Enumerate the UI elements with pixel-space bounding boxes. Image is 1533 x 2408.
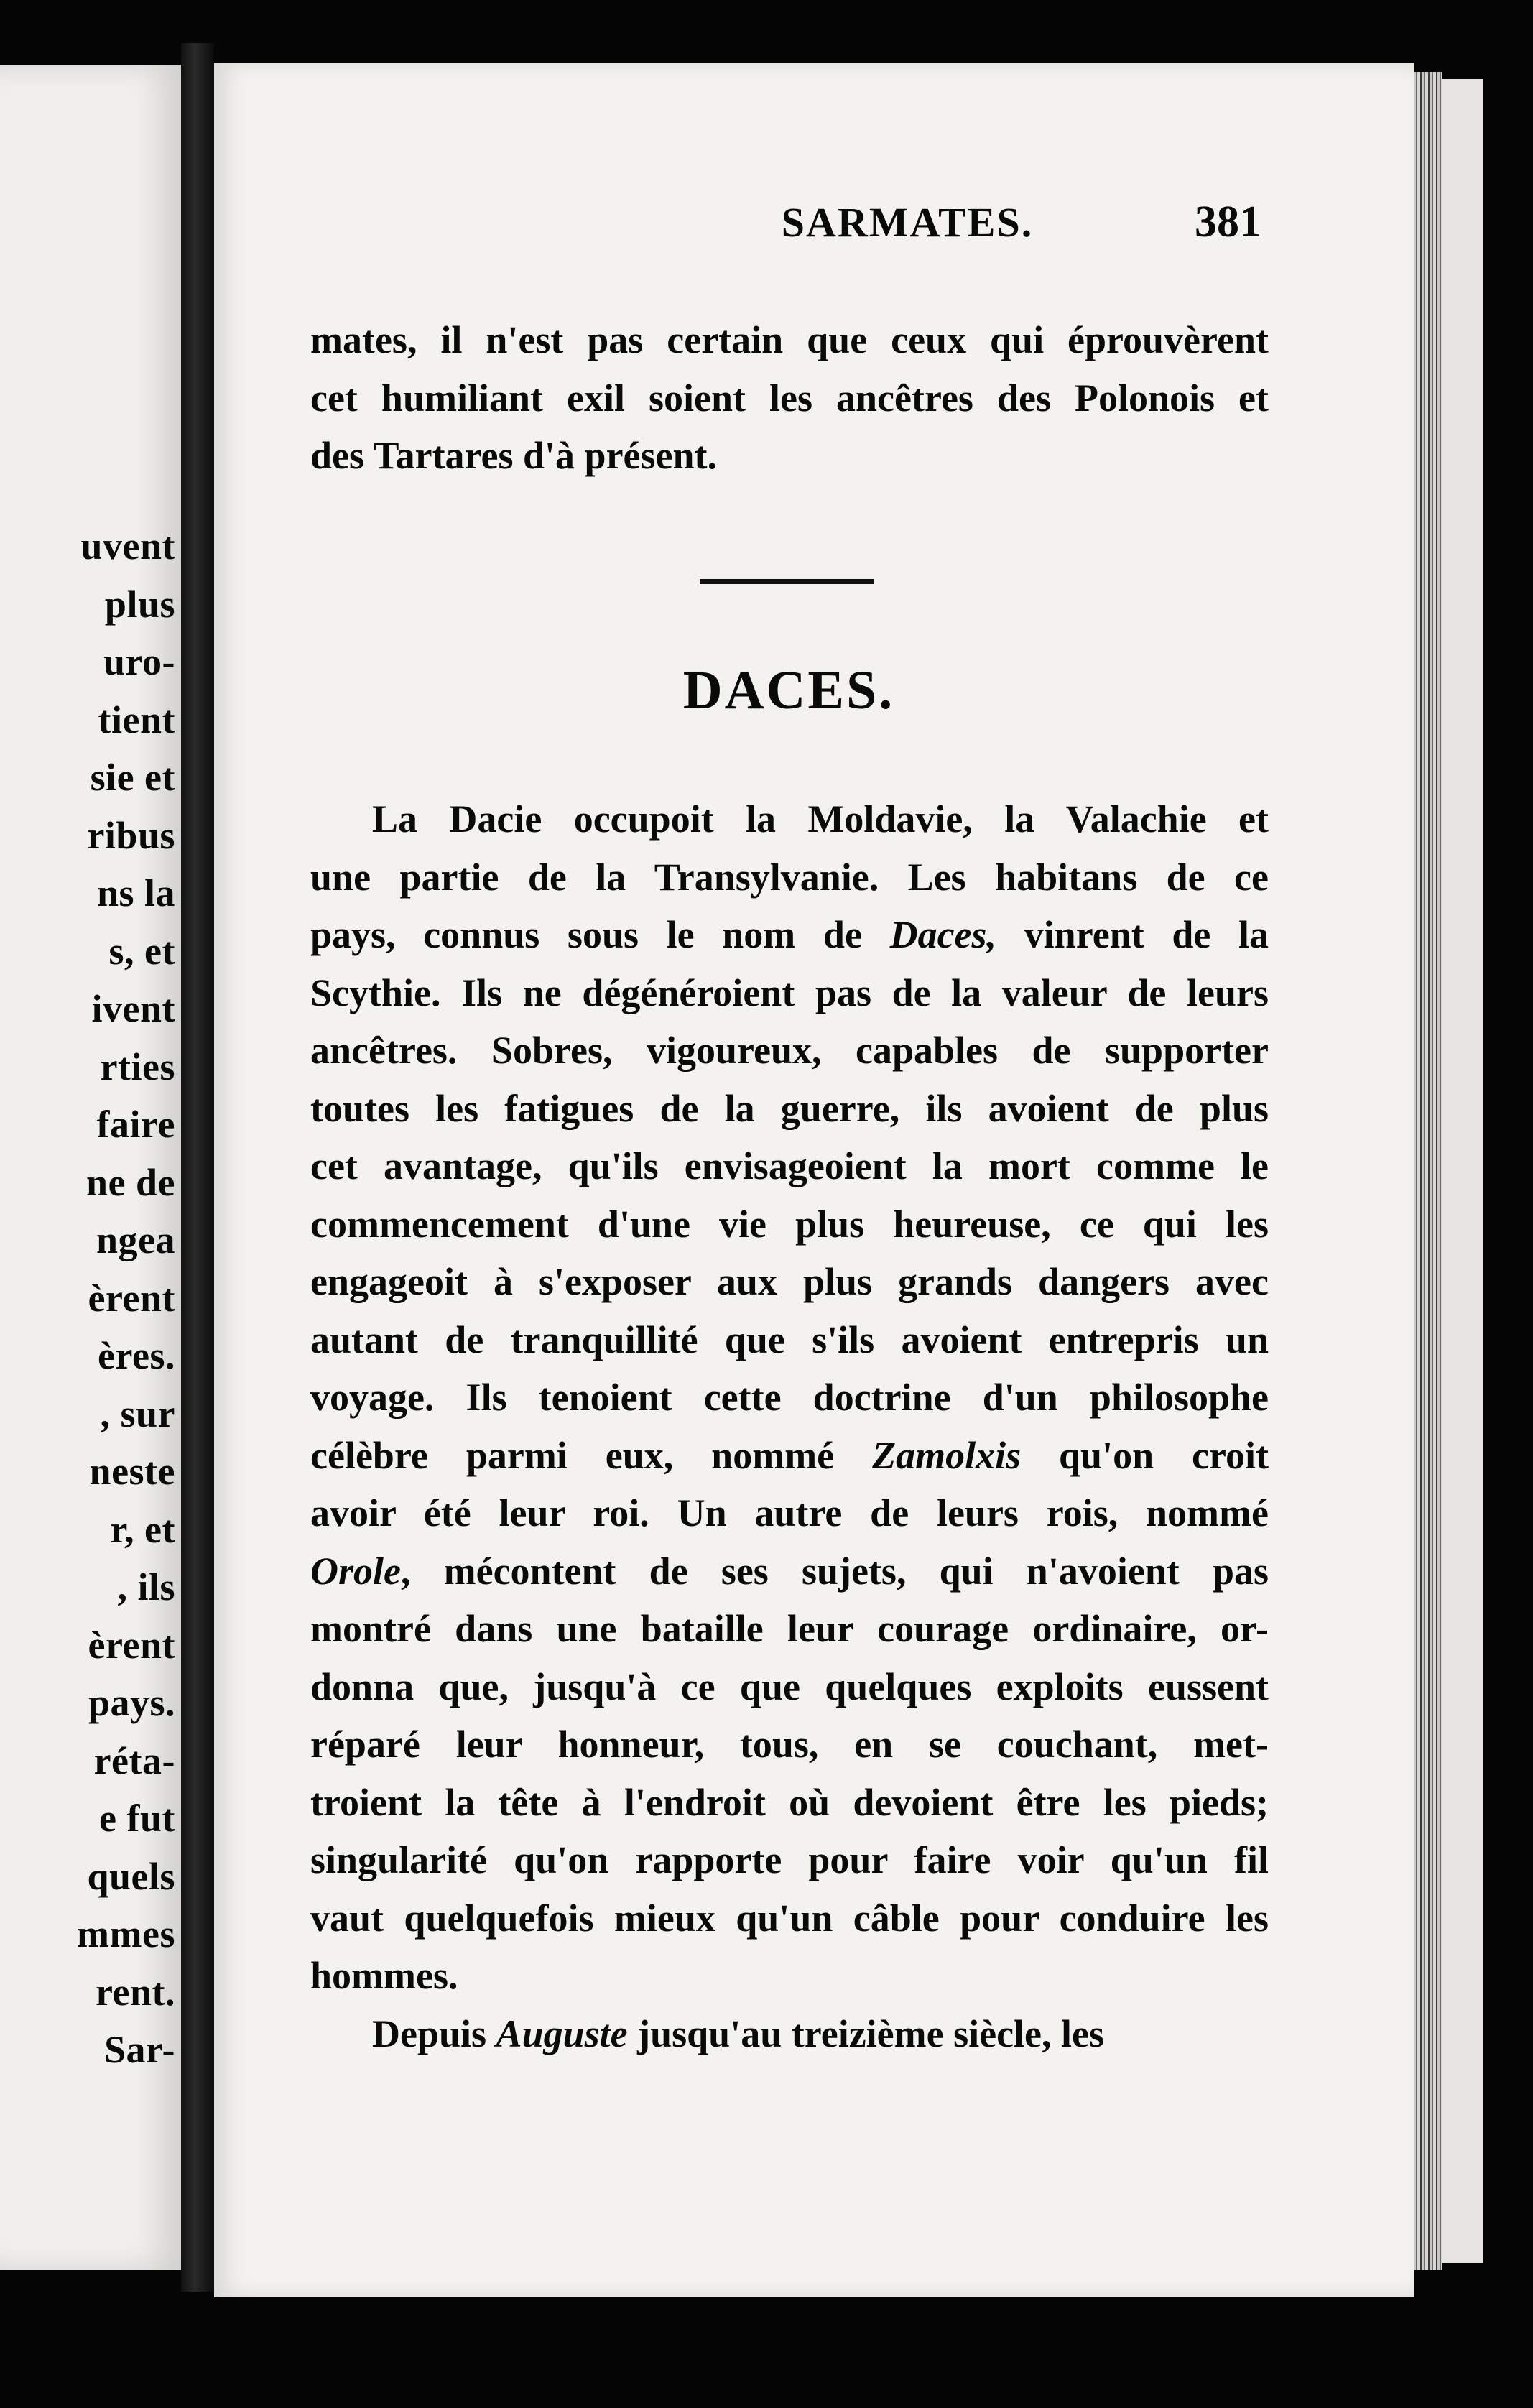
text-run: Depuis <box>372 2011 496 2055</box>
text-run: qu'on croit <box>1021 1433 1269 1477</box>
text-run: une partie de la Transylvanie. Les habitans de ce <box>310 855 1269 899</box>
text-line <box>310 1947 1269 2005</box>
left-line: tient <box>98 698 175 741</box>
left-line: ères. <box>98 1334 175 1377</box>
text-line: des Tartares d'à présent. <box>310 434 718 477</box>
left-line: ns la <box>96 871 175 914</box>
left-line: quels <box>87 1854 175 1898</box>
text-run: ancêtres. Sobres, vigoureux, capables de supporter <box>310 1029 1269 1072</box>
text-run: Scythie. Ils ne dégénéroient pas de la valeur de leurs <box>310 971 1269 1014</box>
page-stack-edge <box>1414 72 1442 2270</box>
left-line: ne de <box>86 1160 175 1204</box>
text-line <box>310 1774 1269 1832</box>
text-run: cet avantage, qu'ils envisageoient la mort comme le <box>310 1144 1269 1187</box>
left-line: pays. <box>88 1681 175 1724</box>
text-line <box>310 1195 1269 1254</box>
text-run: engageoit à s'exposer aux plus grands dangers avec <box>310 1260 1269 1303</box>
left-line: plus <box>104 582 175 626</box>
paragraph-daces <box>310 790 1269 2005</box>
left-line: , ils <box>117 1565 175 1608</box>
text-line <box>310 1137 1269 1195</box>
text-line <box>310 1080 1269 1138</box>
left-line: uvent <box>80 524 175 568</box>
text-line <box>310 848 1269 907</box>
body-text <box>310 790 1269 2062</box>
italic-name: Auguste <box>496 2011 628 2055</box>
left-line: neste <box>89 1450 175 1493</box>
paragraph-auguste <box>310 2005 1269 2063</box>
left-page-text <box>77 517 175 2079</box>
text-run: jusqu'au treizième siècle, les <box>627 2011 1104 2055</box>
left-line: sie et <box>90 756 175 799</box>
left-line: rties <box>100 1045 175 1088</box>
text-run: montré dans une bataille leur courage ordinaire, or- <box>310 1607 1269 1650</box>
text-line <box>310 1369 1269 1427</box>
top-paragraph <box>310 311 1269 485</box>
left-line: mmes <box>77 1912 175 1955</box>
text-line: cet humiliant exil soient les ancêtres des Polonois et <box>310 376 1269 420</box>
text-run: toutes les fatigues de la guerre, ils avoient de plus <box>310 1086 1269 1130</box>
left-line: e fut <box>99 1797 175 1840</box>
text-line <box>310 1022 1269 1080</box>
left-line: uro- <box>103 640 175 683</box>
text-line: mates, il n'est pas certain que ceux qui éprouvèrent <box>310 318 1269 361</box>
text-run: commencement d'une vie plus heureuse, ce qui les <box>310 1202 1269 1246</box>
text-run: donna que, jusqu'à ce que quelques exploits eussent <box>310 1664 1269 1708</box>
text-run: réparé leur honneur, tous, en se couchant, met- <box>310 1723 1269 1766</box>
section-divider <box>700 579 874 584</box>
left-line: réta- <box>93 1738 175 1782</box>
text-line <box>310 1253 1269 1311</box>
right-page <box>214 63 1414 2297</box>
text-line <box>310 1889 1269 1948</box>
text-line <box>310 1600 1269 1658</box>
left-line: faire <box>96 1103 175 1146</box>
back-cover-edge <box>1442 79 1483 2263</box>
text-run: vaut quelquefois mieux qu'un câble pour conduire les <box>310 1896 1269 1940</box>
left-line: èrent <box>88 1623 175 1667</box>
text-run: pays, connus sous le nom de <box>310 913 890 956</box>
text-run: voyage. Ils tenoient cette doctrine d'un philosophe <box>310 1376 1269 1419</box>
text-line <box>310 1311 1269 1369</box>
left-line: Sar- <box>104 2028 175 2071</box>
text-run: vinrent de la <box>996 913 1269 956</box>
book-gutter <box>181 43 214 2292</box>
text-line <box>310 1484 1269 1542</box>
text-run: troient la tête à l'endroit où devoient être les pieds; <box>310 1780 1269 1824</box>
text-line <box>310 1658 1269 1716</box>
italic-name: Orole <box>310 1549 401 1593</box>
text-line <box>310 906 1269 964</box>
left-line: èrent <box>88 1276 175 1320</box>
text-run: autant de tranquillité que s'ils avoient entrepris un <box>310 1318 1269 1361</box>
running-title: SARMATES. <box>781 199 1034 246</box>
page-number: 381 <box>1195 198 1261 246</box>
text-line <box>310 964 1269 1022</box>
left-line: ribus <box>87 813 175 857</box>
section-title: DACES. <box>682 660 895 721</box>
left-line: s, et <box>108 929 175 973</box>
left-line: ngea <box>96 1218 175 1261</box>
left-line: r, et <box>110 1507 175 1551</box>
left-page-fragment <box>0 65 181 2270</box>
text-line <box>310 790 1269 848</box>
text-line <box>310 1831 1269 1889</box>
text-run: singularité qu'on rapporte pour faire voir qu'un fil <box>310 1838 1269 1881</box>
left-line: rent. <box>96 1970 175 2014</box>
text-line <box>310 1427 1269 1485</box>
text-run: La Dacie occupoit la Moldavie, la Valachie et <box>372 797 1269 841</box>
text-run: avoir été leur roi. Un autre de leurs rois, nommé <box>310 1491 1269 1534</box>
italic-name: Zamolxis <box>872 1433 1022 1477</box>
text-run: , mécontent de ses sujets, qui n'avoient pas <box>400 1549 1269 1593</box>
text-run: célèbre parmi eux, nommé <box>310 1433 873 1477</box>
text-run: hommes. <box>310 1954 458 1997</box>
text-line <box>310 1542 1269 1601</box>
italic-name: Daces, <box>889 913 997 956</box>
left-line: ivent <box>91 987 175 1030</box>
text-line <box>310 1715 1269 1774</box>
left-line: , sur <box>100 1391 175 1435</box>
